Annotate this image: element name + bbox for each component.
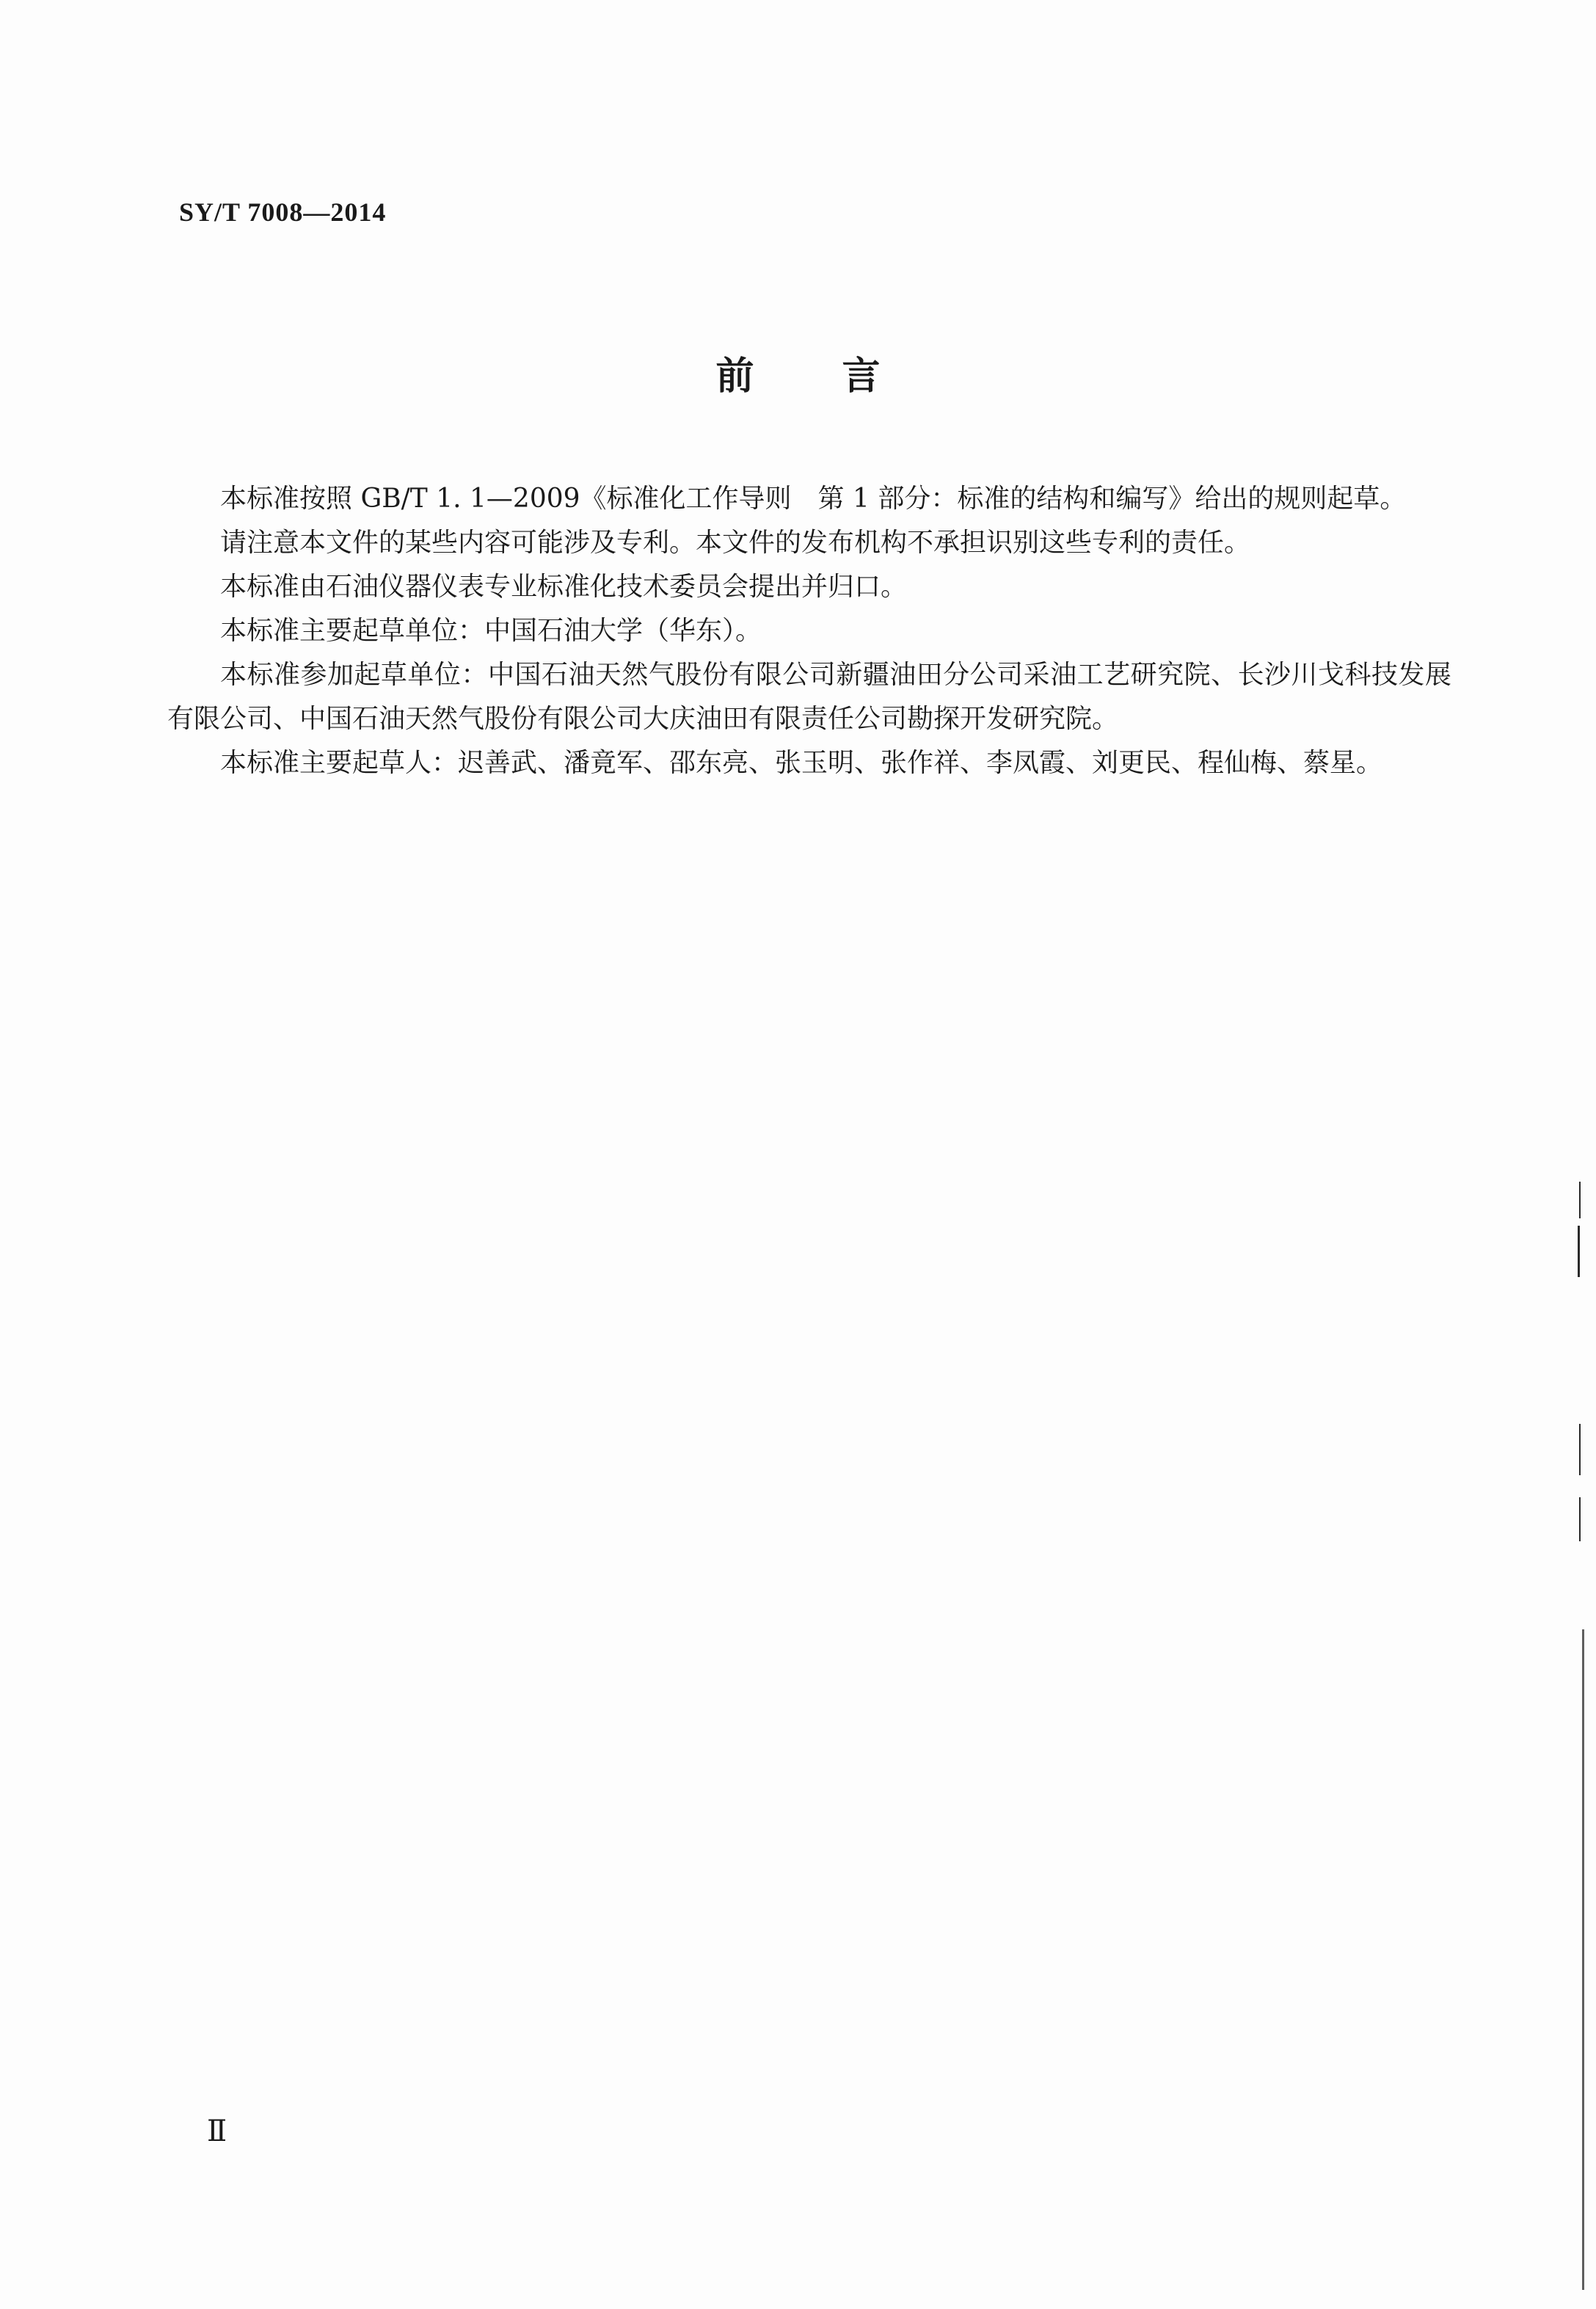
scan-edge-mark bbox=[1579, 1424, 1581, 1475]
scan-edge-mark bbox=[1578, 1226, 1580, 1277]
paragraph-main-drafting-unit: 本标准主要起草单位：中国石油大学（华东）。 bbox=[220, 616, 762, 646]
paragraph-participating-units: 本标准参加起草单位：中国石油天然气股份有限公司新疆油田分公司采油工艺研究院、长沙川戈科技发展有限公司、中国石油天然气股份有限公司大庆油田有限责任公司勘探开发研究院。 bbox=[167, 660, 1451, 734]
page-number: Ⅱ bbox=[207, 2115, 227, 2148]
paragraph-proposer: 本标准由石油仪器仪表专业标准化技术委员会提出并归口。 bbox=[220, 572, 908, 602]
paragraph-drafting-rules: 本标准按照 GB/T 1. 1—2009《标准化工作导则 第 1 部分：标准的结构和编写》给出的规则起草。 bbox=[220, 484, 1407, 514]
standard-code: SY/T 7008—2014 bbox=[179, 197, 387, 227]
paragraph-drafters: 本标准主要起草人：迟善武、潘竟军、邵东亮、张玉明、张作祥、李凤霞、刘更民、程仙梅、蔡星。 bbox=[220, 748, 1383, 778]
foreword-body bbox=[167, 477, 1451, 785]
paragraph-patent-notice: 请注意本文件的某些内容可能涉及专利。本文件的发布机构不承担识别这些专利的责任。 bbox=[220, 528, 1251, 558]
page-title: 前言 bbox=[715, 354, 969, 399]
scan-edge-mark bbox=[1579, 1497, 1581, 1541]
scan-edge-mark bbox=[1579, 1182, 1581, 1218]
scan-edge-mark bbox=[1582, 1629, 1584, 2290]
